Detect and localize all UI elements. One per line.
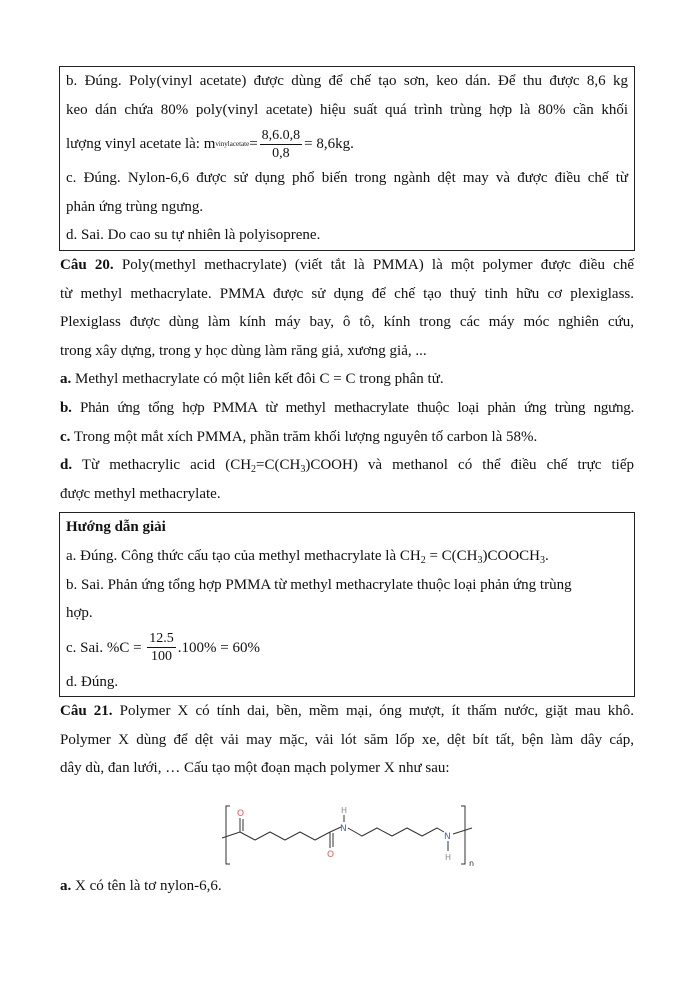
option-key: d. bbox=[60, 457, 73, 474]
sol-text: . bbox=[545, 547, 549, 564]
question-21 bbox=[59, 697, 635, 783]
sol19-c-line1: c. Đúng. Nylon-6,6 được sử dụng phổ biến trong ngành dệt may và được điều chế từ bbox=[66, 170, 628, 187]
option-text: )COOH) và methanol có thể điều chế trực tiếp bbox=[305, 457, 634, 474]
formula-result: = 8,6kg. bbox=[304, 136, 354, 153]
nitrogen-atom-1: N bbox=[340, 824, 347, 834]
q20-stem-line2: từ methyl methacrylate. PMMA được sử dụng để chế tạo thuỷ tinh hữu cơ plexiglass. bbox=[60, 285, 634, 302]
sol20-d-line: d. Đúng. bbox=[66, 673, 119, 690]
option-key: a. bbox=[60, 371, 72, 388]
q21-stem-text1: Polymer X có tính dai, bền, mềm mại, óng mượt, ít thấm nước, giặt mau khô. bbox=[112, 703, 634, 720]
subscript: 3 bbox=[300, 464, 306, 476]
option-key: b. bbox=[60, 399, 72, 416]
sol19-b-line2: keo dán chứa 80% poly(vinyl acetate) hiệu suất quá trình trùng hợp là 80% cần khối bbox=[66, 101, 628, 118]
sol-text: )COOCH bbox=[482, 547, 540, 564]
q20-option-d bbox=[60, 451, 634, 480]
left-bracket bbox=[226, 806, 230, 864]
sol19-b-formula-line bbox=[66, 124, 628, 164]
adipoyl-chain bbox=[240, 832, 330, 840]
solution-title-text: Hướng dẫn giải bbox=[66, 519, 166, 536]
sol20-b-line1: b. Sai. Phản ứng tổng hợp PMMA từ methyl methacrylate thuộc loại phản ứng trùng bbox=[66, 576, 572, 593]
option-text: Methyl methacrylate có một liên kết đôi C = C trong phân tử. bbox=[71, 371, 444, 388]
hexamethylene-chain bbox=[348, 828, 444, 836]
fraction-denominator: 100 bbox=[151, 649, 173, 665]
q20-stem-line3: Plexiglass được dùng làm kính máy bay, ô tô, kính trong các máy móc nghiên cứu, bbox=[60, 314, 634, 331]
right-bond-stub bbox=[453, 828, 472, 834]
q21-stem-line2: Polymer X dùng để dệt vải may mặc, vải lót săm lốp xe, dệt bít tất, bện làm dây cáp, bbox=[60, 731, 634, 748]
sol19-b-line1: b. Đúng. Poly(vinyl acetate) được dùng để chế tạo sơn, keo dán. Để thu được 8,6 kg bbox=[66, 73, 628, 89]
option-key: a. bbox=[60, 878, 72, 894]
nitrogen-atom-2: N bbox=[444, 832, 451, 842]
sol19-d-line: d. Sai. Do cao su tự nhiên là polyisoprene. bbox=[66, 227, 321, 244]
sol-text: = C(CH bbox=[425, 547, 478, 564]
formula-m: m bbox=[203, 136, 216, 153]
q20-option-d-line2: được methyl methacrylate. bbox=[60, 485, 221, 502]
subscript: 3 bbox=[540, 554, 545, 566]
subscript: 2 bbox=[251, 464, 257, 476]
q20-stem-text1: Poly(methyl methacrylate) (viết tắt là PMMA) là một polymer được điều chế bbox=[113, 256, 634, 273]
percent-fraction bbox=[147, 630, 176, 665]
hydrogen-atom-2: H bbox=[445, 853, 452, 862]
sol20-c-suffix: .100% = 60% bbox=[177, 639, 260, 656]
oxygen-atom-top: O bbox=[237, 809, 245, 819]
repeat-subscript-n: n bbox=[469, 859, 475, 868]
q21-stem-line1 bbox=[60, 697, 634, 726]
option-text: Trong một mắt xích PMMA, phần trăm khối lượng nguyên tố carbon là 58%. bbox=[70, 428, 538, 445]
q20-stem-line4: trong xây dựng, trong y học dùng làm răng giả, xương giả, ... bbox=[60, 342, 427, 359]
fraction-numerator: 8,6.0,8 bbox=[261, 127, 301, 143]
question-20 bbox=[59, 251, 635, 508]
sol19-c-line2: phản ứng trùng ngưng. bbox=[66, 198, 204, 215]
q21-label: Câu 21. bbox=[60, 703, 113, 720]
sol20-a-line bbox=[66, 542, 628, 571]
q21-stem-line3: dây dù, đan lưới, … Cấu tạo một đoạn mạch polymer X như sau: bbox=[60, 760, 450, 777]
option-text: X có tên là tơ nylon-6,6. bbox=[71, 878, 222, 894]
q20-option-a bbox=[60, 365, 634, 394]
document-page bbox=[59, 66, 635, 783]
sol20-c-prefix: c. Sai. %C = bbox=[66, 639, 142, 656]
oxygen-atom-bottom: O bbox=[327, 850, 335, 860]
sol20-b-line2: hợp. bbox=[66, 605, 93, 622]
polymer-structure-diagram bbox=[220, 800, 485, 872]
solution-box-20 bbox=[59, 512, 635, 697]
q20-option-c bbox=[60, 423, 634, 452]
option-text: Phản ứng tổng hợp PMMA từ methyl methacrylate thuộc loại phản ứng trùng ngưng. bbox=[71, 399, 634, 416]
q20-stem-line1 bbox=[60, 251, 634, 280]
sol20-c-line bbox=[66, 628, 628, 668]
option-text: Từ methacrylic acid (CH bbox=[72, 457, 252, 474]
fraction-numerator: 12.5 bbox=[149, 631, 174, 647]
option-text: =C(CH bbox=[256, 457, 301, 474]
solution-box-19 bbox=[59, 66, 635, 251]
option-key: c. bbox=[60, 428, 71, 445]
q20-option-b bbox=[60, 394, 634, 423]
formula-eq: = bbox=[249, 136, 258, 153]
fraction-denominator: 0,8 bbox=[272, 145, 290, 161]
sol19-b-line3-prefix: lượng vinyl acetate là: bbox=[66, 136, 200, 153]
q20-label: Câu 20. bbox=[60, 256, 114, 273]
hydrogen-atom-1: H bbox=[341, 806, 348, 815]
formula-fraction bbox=[260, 127, 303, 162]
sol-text: a. Đúng. Công thức cấu tạo của methyl methacrylate là CH bbox=[66, 547, 421, 564]
formula-m-subscript: vinylacetate bbox=[215, 140, 250, 149]
solution-title bbox=[66, 513, 628, 542]
right-bracket bbox=[461, 806, 465, 864]
subscript: 3 bbox=[477, 554, 483, 566]
left-bond-stub bbox=[222, 832, 240, 838]
subscript: 2 bbox=[420, 554, 426, 566]
q21-option-a bbox=[60, 872, 222, 901]
